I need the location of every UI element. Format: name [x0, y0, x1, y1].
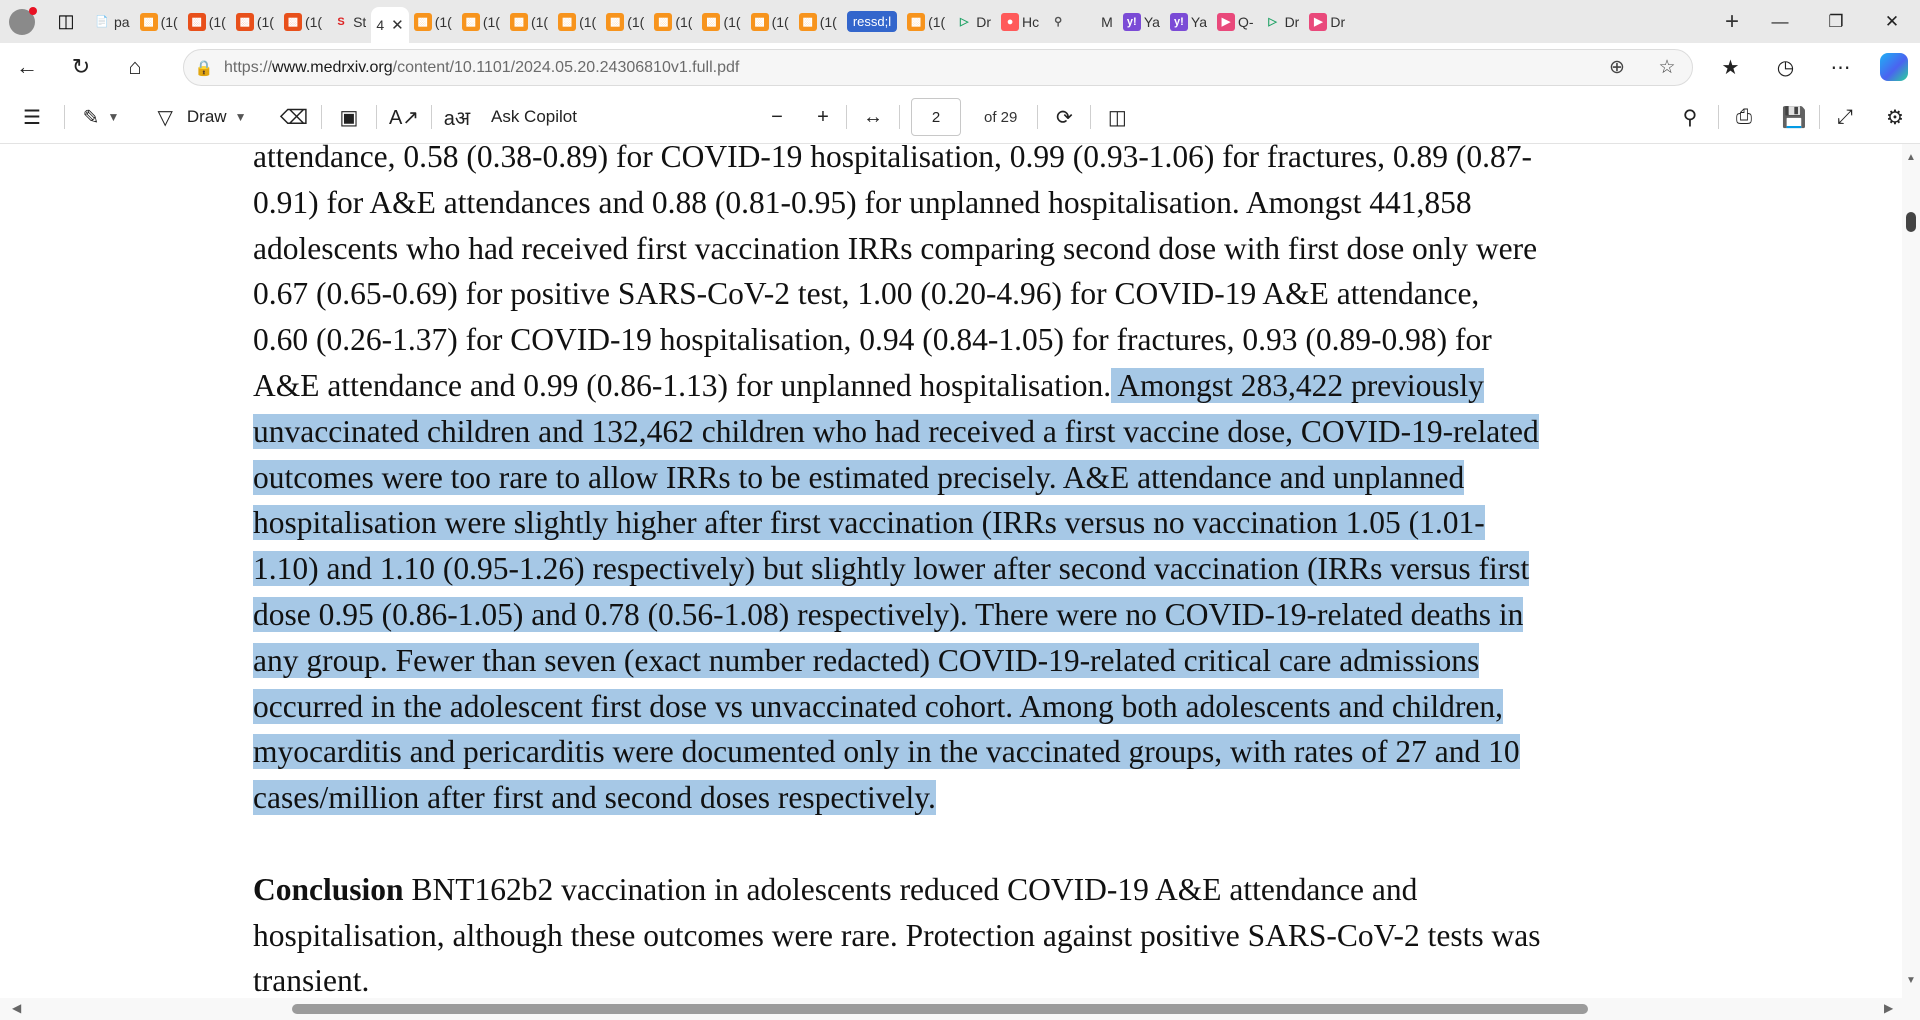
translate-icon: aअ [443, 107, 471, 130]
fit-width-icon: ↔ [863, 105, 883, 128]
plus-icon: + [817, 105, 829, 128]
browser-tab[interactable] [1044, 6, 1075, 38]
close-tab-icon[interactable]: ✕ [391, 16, 404, 34]
browser-tab[interactable] [279, 6, 327, 38]
browser-tab[interactable] [88, 6, 135, 38]
browser-tab[interactable] [794, 6, 842, 38]
draw-label: Draw [186, 107, 227, 126]
browser-tab[interactable] [649, 6, 697, 38]
gear-icon: ⚙ [1886, 106, 1904, 129]
new-tab-button[interactable] [1712, 0, 1752, 43]
horizontal-scrollbar[interactable] [0, 998, 1920, 1020]
lock-icon[interactable]: 🔒 [194, 59, 214, 77]
print-button[interactable] [1719, 91, 1769, 144]
tab-title: (1( [482, 13, 500, 30]
tab-title: (1( [819, 13, 837, 30]
refresh-icon: ↻ [71, 54, 91, 79]
highlighter-icon: ✎ [82, 106, 100, 129]
tab-title: M [1101, 13, 1113, 30]
page-number-input[interactable]: 2 [911, 98, 961, 136]
bookmark-icon: ▩ [414, 13, 432, 31]
tab-title: pa [114, 13, 130, 30]
tab-title: (1( [771, 13, 789, 30]
tab-list [88, 0, 1712, 43]
text-line [253, 144, 1683, 180]
video-icon: ▶ [1217, 13, 1235, 31]
home-icon: ⌂ [128, 54, 142, 79]
conclusion-paragraph [253, 867, 1683, 1004]
play-icon: ▷ [960, 16, 969, 28]
pdf-page-text[interactable] [253, 144, 1683, 1004]
chevron-down-icon: ▼ [234, 110, 247, 124]
home-button[interactable] [108, 43, 162, 91]
browser-tab[interactable] [697, 6, 745, 38]
url-domain: www.medrxiv.org [272, 58, 393, 76]
browser-tab[interactable] [1075, 6, 1118, 38]
tab-title: Ya [1143, 13, 1160, 30]
browser-tab[interactable] [371, 7, 408, 43]
selected-text: outcomes were too rare to allow IRRs to be estimated precisely. A&E attendance and unplanned [253, 459, 1465, 495]
read-aloud-button[interactable] [377, 91, 431, 144]
person-icon: ● [1001, 13, 1019, 31]
tab-title: (1( [304, 13, 323, 30]
history-icon[interactable]: ◷ [1776, 56, 1795, 79]
back-arrow-icon: ← [16, 54, 38, 79]
browser-tab[interactable] [996, 6, 1044, 38]
tab-title: (1( [160, 13, 178, 30]
browser-tab[interactable] [135, 6, 183, 38]
selected-text: any group. Fewer than seven (exact number redacted) COVID-19-related critical care admissions [253, 642, 1480, 678]
copilot-icon[interactable] [1880, 53, 1908, 81]
selected-text: hospitalisation were slightly higher after first vaccination (IRRs versus no vaccination 1.05 (1.01- [253, 505, 1485, 541]
yahoo-icon: y! [1170, 13, 1188, 31]
pdf-toolbar [0, 91, 1920, 144]
browser-tab[interactable] [601, 6, 649, 38]
bookmark-icon: ▩ [654, 13, 672, 31]
page-view-icon: ◫ [1107, 106, 1127, 129]
scroll-down-arrow-icon[interactable]: ▼ [1906, 975, 1916, 986]
tab-actions-icon: ◫ [57, 11, 75, 31]
bookmark-icon: ▩ [907, 13, 925, 31]
tab-title: (1( [530, 13, 549, 30]
horizontal-scroll-thumb[interactable] [292, 1004, 1588, 1014]
save-button[interactable] [1769, 91, 1819, 144]
selected-text: unvaccinated children and 132,462 children who had received a first vaccine dose, COVID-19-related [253, 413, 1539, 449]
settings-button[interactable] [1870, 91, 1920, 144]
bookmark-icon: ▩ [284, 13, 302, 31]
close-window-button[interactable]: ✕ [1884, 11, 1900, 31]
zoom-out-button[interactable] [754, 91, 800, 144]
url-prefix: https:// [224, 58, 273, 76]
read-aloud-icon: A↗ [388, 106, 420, 129]
tab-title: (1( [627, 13, 645, 30]
text-line [253, 546, 1683, 592]
selected-text: myocarditis and pericarditis were documented only in the vaccinated groups, with rates of 27 and 10 [253, 734, 1520, 770]
s-logo-icon: S [337, 15, 345, 28]
erase-button[interactable] [267, 91, 321, 144]
tab-title: Dr [1330, 13, 1346, 30]
text-line [253, 409, 1683, 455]
text-plain: attendance, 0.58 (0.38-0.89) for COVID-19 hospitalisation, 0.99 (0.93-1.06) for fractures, 0.89 (0.87- [253, 144, 1532, 174]
search-icon: ⚲ [1054, 16, 1063, 28]
browser-tab[interactable] [1212, 6, 1259, 38]
text-line [253, 592, 1683, 638]
tab-title: St [353, 13, 367, 30]
browser-tab[interactable] [1304, 6, 1350, 38]
highlight-button[interactable] [65, 91, 137, 144]
text-line [253, 867, 1683, 913]
bookmark-icon: ▩ [510, 13, 528, 31]
ask-copilot-label: Ask Copilot [491, 107, 577, 126]
text-plain: adolescents who had received first vaccination IRRs comparing second dose with first dose only were [253, 230, 1538, 266]
bookmark-icon: ▩ [751, 13, 769, 31]
page-number-container [900, 91, 972, 144]
scroll-left-arrow-icon[interactable]: ◀ [12, 1001, 22, 1015]
text-line: transient. [253, 963, 370, 999]
bookmark-icon: ▩ [799, 13, 817, 31]
ask-copilot-button[interactable] [482, 91, 586, 144]
page-view-button[interactable] [1091, 91, 1143, 144]
text-line [253, 729, 1683, 775]
browser-actions [1703, 43, 1920, 91]
browser-tab[interactable] [950, 6, 996, 38]
selected-text-block [253, 409, 1683, 821]
plus-icon: + [1724, 7, 1739, 35]
video-icon: ▶ [1309, 13, 1327, 31]
browser-tab[interactable] [183, 6, 231, 38]
expand-icon: ⤢ [1837, 105, 1853, 128]
browser-tab[interactable] [231, 6, 279, 38]
selected-text: occurred in the adolescent first dose vs unvaccinated cohort. Among both adolescents and children, [253, 688, 1503, 724]
conclusion-heading: Conclusion [253, 871, 404, 907]
bookmark-icon: ▩ [140, 13, 158, 31]
fit-width-button[interactable] [847, 91, 899, 144]
bookmark-icon: ▩ [188, 13, 206, 31]
selected-text: dose 0.95 (0.86-1.05) and 0.78 (0.56-1.08) respectively). There were no COVID-19-related deaths in [253, 596, 1524, 632]
abstract-results-text [253, 144, 1683, 363]
browser-tab[interactable] [409, 6, 457, 38]
browser-tab[interactable] [1118, 6, 1165, 38]
rotate-button[interactable] [1038, 91, 1090, 144]
text-line [253, 684, 1683, 730]
rotate-icon: ⟳ [1055, 106, 1073, 129]
browser-tab[interactable] [553, 6, 601, 38]
scroll-up-arrow-icon[interactable]: ▲ [1906, 152, 1916, 163]
text-plain: 0.67 (0.65-0.69) for positive SARS-CoV-2 test, 1.00 (0.20-4.96) for COVID-19 A&E attendance, [253, 276, 1480, 312]
tab-title: (1( [208, 13, 226, 30]
profile-button[interactable] [0, 0, 44, 43]
url-text[interactable] [224, 59, 1592, 77]
bookmark-icon: ▩ [702, 13, 720, 31]
address-bar[interactable] [183, 49, 1693, 86]
search-icon: ⚲ [1682, 106, 1698, 129]
zoom-icon[interactable]: ⊕ [1609, 57, 1625, 78]
browser-tab[interactable] [842, 6, 902, 38]
bookmark-icon: ▩ [606, 13, 624, 31]
bookmark-icon: ▩ [236, 13, 254, 31]
bookmark-icon: ▩ [558, 13, 576, 31]
list-icon: ☰ [23, 106, 41, 129]
bookmark-icon: ▩ [462, 13, 480, 31]
tab-strip [0, 0, 1920, 43]
text-line [253, 317, 1683, 363]
browser-tab[interactable] [746, 6, 794, 38]
favorites-icon[interactable]: ★ [1721, 56, 1740, 79]
tab-title: Q- [1238, 13, 1254, 30]
back-button[interactable] [0, 43, 54, 91]
tab-actions-button[interactable] [44, 0, 88, 43]
selected-text: cases/million after first and second doses respectively. [253, 780, 936, 816]
pdf-viewport[interactable] [0, 144, 1920, 1020]
text-line [253, 500, 1683, 546]
document-icon: 📄 [95, 16, 109, 28]
yahoo-icon: y! [1123, 13, 1141, 31]
translate-button[interactable] [432, 91, 482, 144]
text-line [253, 363, 1683, 409]
vertical-scrollbar[interactable] [1902, 144, 1920, 1000]
text-line [253, 180, 1683, 226]
favorite-star-icon[interactable]: ☆ [1658, 57, 1676, 78]
page-count: of 29 [984, 108, 1018, 126]
play-icon: ▷ [1268, 16, 1277, 28]
text-line [253, 775, 1683, 821]
tab-title: ressd;l [847, 11, 897, 32]
navigation-bar [0, 43, 1920, 91]
blank-icon [1080, 13, 1098, 31]
tab-title: (1( [579, 13, 597, 30]
fullscreen-button[interactable] [1820, 91, 1870, 144]
restore-button[interactable]: ❐ [1828, 11, 1844, 31]
vertical-scroll-thumb[interactable] [1906, 212, 1916, 232]
browser-tab[interactable] [902, 6, 950, 38]
conclusion-text: BNT162b2 vaccination in adolescents reduced COVID-19 A&E attendance and [403, 871, 1418, 907]
browser-tab[interactable] [327, 6, 371, 38]
printer-icon: ⎙ [1736, 105, 1752, 128]
avatar [9, 9, 35, 35]
window-controls [1752, 0, 1920, 43]
tab-title: (1( [928, 13, 946, 30]
selected-text: 1.10) and 1.10 (0.95-1.26) respectively) but slightly lower after second vaccination (IRRs versus first [253, 551, 1530, 587]
tab-title: Dr [1284, 13, 1300, 30]
table-of-contents-button[interactable] [0, 91, 64, 144]
scroll-right-arrow-icon[interactable]: ▶ [1884, 1001, 1894, 1015]
text-box-icon: ▣ [339, 106, 359, 129]
tab-title: 4 [376, 16, 385, 33]
text-line [253, 455, 1683, 501]
pen-icon: ▽ [157, 106, 173, 129]
url-path: /content/10.1101/2024.05.20.24306810v1.full.pdf [392, 58, 740, 76]
draw-button[interactable] [137, 91, 267, 144]
tab-title: (1( [675, 13, 693, 30]
tab-title: Ya [1190, 13, 1207, 30]
toolbar-spacer [1017, 91, 1037, 144]
tab-title: (1( [256, 13, 274, 30]
tab-title: (1( [434, 13, 452, 30]
browser-tab[interactable] [1165, 6, 1212, 38]
text-plain: A&E attendance and 0.99 (0.86-1.13) for unplanned hospitalisation. [253, 367, 1112, 403]
text-line [253, 271, 1683, 317]
browser-tab[interactable] [1259, 6, 1305, 38]
zoom-in-button[interactable] [800, 91, 846, 144]
tab-title: (1( [723, 13, 741, 30]
tab-title: Dr [976, 13, 992, 30]
text-line [253, 226, 1683, 272]
minimize-button[interactable]: — [1771, 11, 1789, 31]
add-text-button[interactable] [322, 91, 376, 144]
eraser-icon: ⌫ [279, 106, 309, 129]
tab-title: Hc [1022, 13, 1040, 30]
chevron-down-icon: ▼ [107, 110, 120, 124]
minus-icon: − [771, 105, 783, 128]
selected-text: Amongst 283,422 previously [1111, 367, 1484, 403]
text-plain: 0.60 (0.26-1.37) for COVID-19 hospitalisation, 0.94 (0.84-1.05) for fractures, 0.93 (0.89-0.98) for [253, 322, 1492, 358]
refresh-button[interactable] [54, 43, 108, 91]
browser-tab[interactable] [457, 6, 505, 38]
save-icon: 💾 [1781, 106, 1807, 129]
browser-tab[interactable] [505, 6, 553, 38]
text-line [253, 638, 1683, 684]
more-menu-icon[interactable]: ⋯ [1830, 56, 1851, 79]
text-plain: 0.91) for A&E attendances and 0.88 (0.81-0.95) for unplanned hospitalisation. Amongst 441,858 [253, 184, 1472, 220]
find-button[interactable] [1662, 91, 1718, 144]
text-line: hospitalisation, although these outcomes were rare. Protection against positive SARS-CoV-2 tests was [253, 917, 1541, 953]
